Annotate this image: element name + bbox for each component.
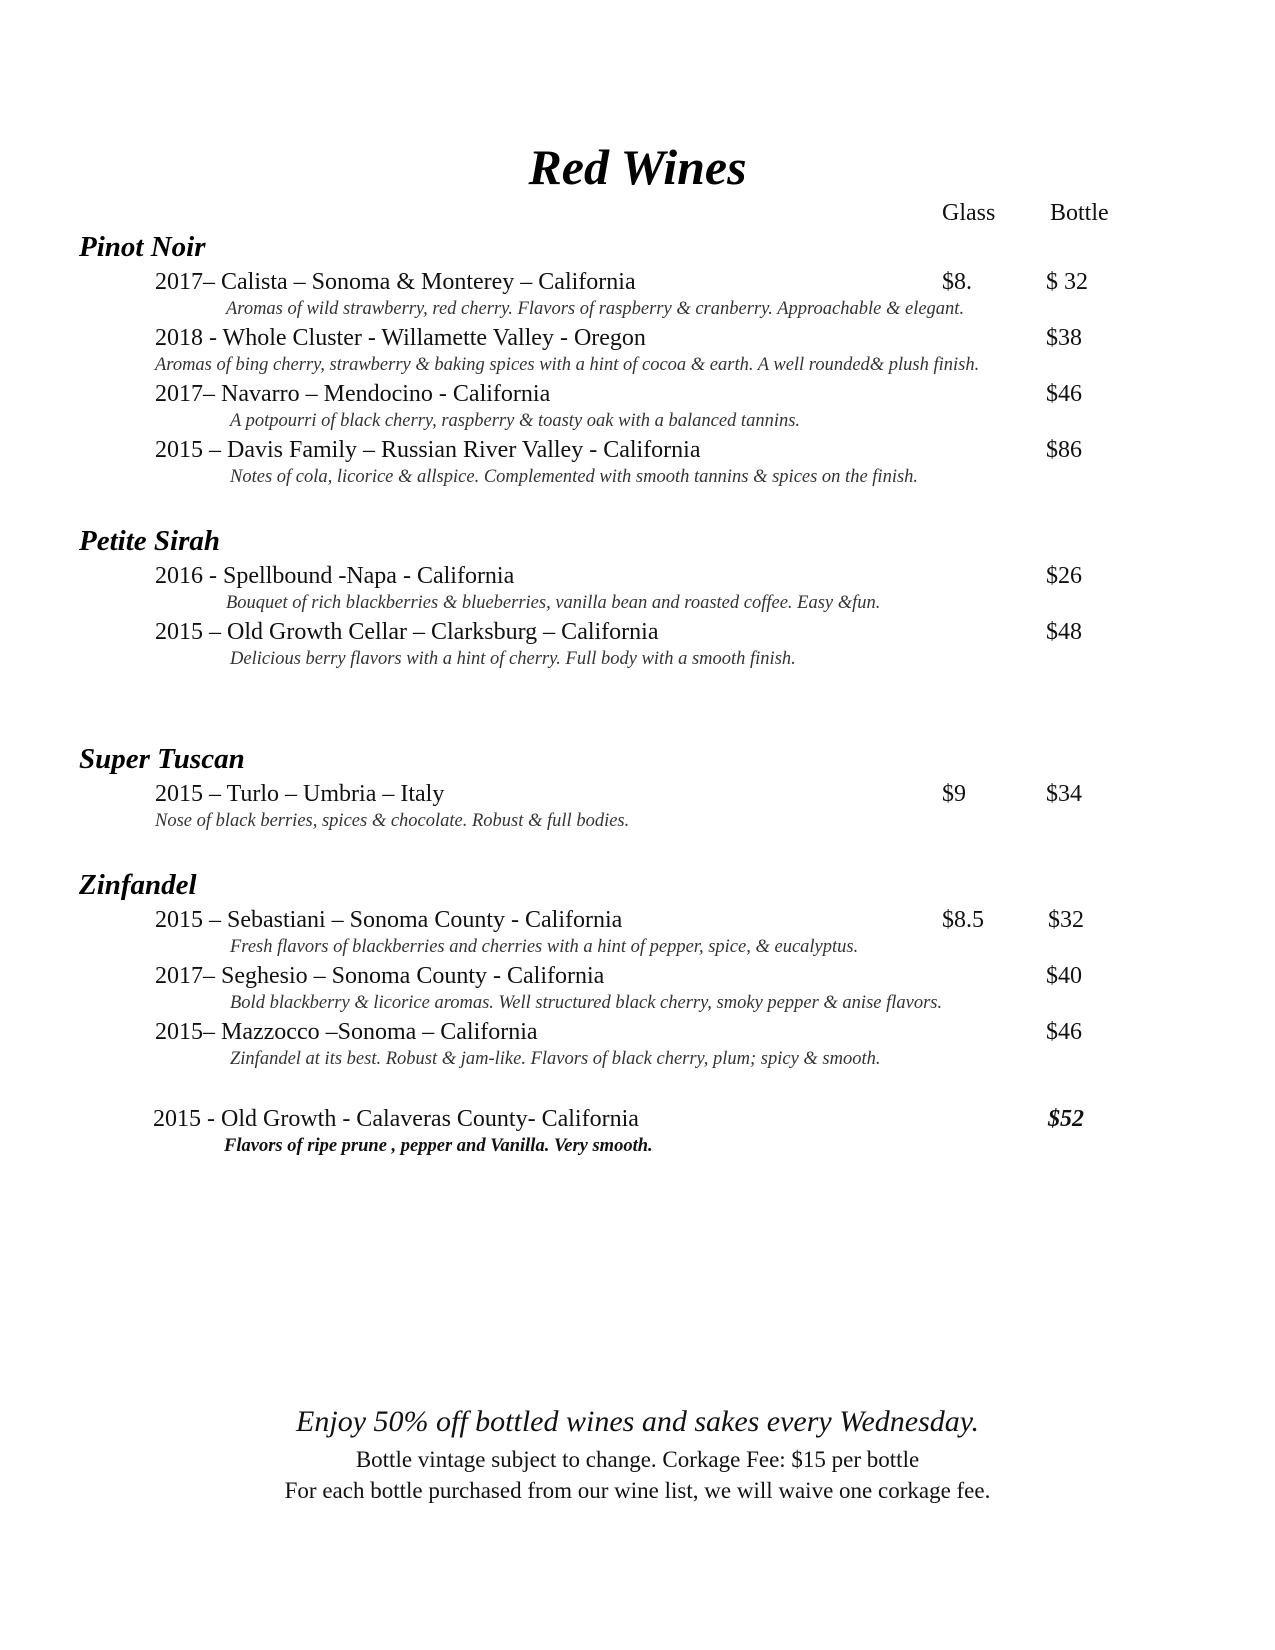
wine-name: 2016 - Spellbound -Napa - California xyxy=(155,563,515,589)
wine-description: Delicious berry flavors with a hint of cherry. Full body with a smooth finish. xyxy=(230,649,796,669)
wine-name: 2018 - Whole Cluster - Willamette Valley - Oregon xyxy=(155,325,646,351)
wine-name: 2015 – Turlo – Umbria – Italy xyxy=(155,781,445,807)
wine-name: 2015 – Davis Family – Russian River Valley - California xyxy=(155,437,701,463)
wine-bottle-price: $38 xyxy=(1046,325,1082,351)
glass-column-header: Glass xyxy=(942,200,996,226)
wine-name: 2015– Mazzocco –Sonoma – California xyxy=(155,1019,538,1045)
wine-bottle-price: $46 xyxy=(1046,381,1082,407)
wine-name: 2017– Navarro – Mendocino - California xyxy=(155,381,551,407)
wine-description: Zinfandel at its best. Robust & jam-like. Flavors of black cherry, plum; spicy & smooth. xyxy=(230,1049,881,1069)
wine-bottle-price: $52 xyxy=(1048,1106,1084,1132)
corkage-fee-note: Bottle vintage subject to change. Corkage Fee: $15 per bottle xyxy=(355,1447,920,1472)
wine-bottle-price: $46 xyxy=(1046,1019,1082,1045)
wine-bottle-price: $48 xyxy=(1046,619,1082,645)
wine-bottle-price: $40 xyxy=(1046,963,1082,989)
wine-name: 2015 - Old Growth - Calaveras County- California xyxy=(153,1106,639,1132)
wine-description: Fresh flavors of blackberries and cherries with a hint of pepper, spice, & eucalyptus. xyxy=(230,937,859,957)
section-heading-petite-sirah: Petite Sirah xyxy=(79,525,220,557)
corkage-waiver-note: For each bottle purchased from our wine list, we will waive one corkage fee. xyxy=(284,1478,991,1503)
wine-glass-price: $9 xyxy=(942,781,966,807)
wine-glass-price: $8.5 xyxy=(942,907,984,933)
wine-description: Aromas of wild strawberry, red cherry. Flavors of raspberry & cranberry. Approachable & elegant. xyxy=(226,299,965,319)
wine-bottle-price: $ 32 xyxy=(1046,269,1088,295)
page-title: Red Wines xyxy=(528,139,747,195)
wine-description: Bold blackberry & licorice aromas. Well structured black cherry, smoky pepper & anise flavors. xyxy=(230,993,943,1013)
section-heading-super-tuscan: Super Tuscan xyxy=(79,743,245,775)
wednesday-promo: Enjoy 50% off bottled wines and sakes every Wednesday. xyxy=(296,1405,979,1438)
wine-bottle-price: $86 xyxy=(1046,437,1082,463)
wine-name: 2017– Calista – Sonoma & Monterey – California xyxy=(155,269,636,295)
wine-description: Bouquet of rich blackberries & blueberries, vanilla bean and roasted coffee. Easy &fun. xyxy=(226,593,881,613)
wine-description: A potpourri of black cherry, raspberry & toasty oak with a balanced tannins. xyxy=(230,411,801,431)
bottle-column-header: Bottle xyxy=(1050,200,1109,226)
wine-name: 2017– Seghesio – Sonoma County - California xyxy=(155,963,605,989)
wine-description: Flavors of ripe prune , pepper and Vanilla. Very smooth. xyxy=(224,1136,653,1156)
wine-glass-price: $8. xyxy=(942,269,972,295)
wine-name: 2015 – Old Growth Cellar – Clarksburg – California xyxy=(155,619,659,645)
wine-bottle-price: $34 xyxy=(1046,781,1082,807)
wine-bottle-price: $26 xyxy=(1046,563,1082,589)
wine-description: Aromas of bing cherry, strawberry & baking spices with a hint of cocoa & earth. A well rounded& plush finish. xyxy=(155,355,980,375)
section-heading-zinfandel: Zinfandel xyxy=(79,869,197,901)
section-heading-pinot-noir: Pinot Noir xyxy=(79,231,206,263)
wine-description: Nose of black berries, spices & chocolate. Robust & full bodies. xyxy=(155,811,630,831)
wine-bottle-price: $32 xyxy=(1048,907,1084,933)
wine-name: 2015 – Sebastiani – Sonoma County - California xyxy=(155,907,623,933)
wine-description: Notes of cola, licorice & allspice. Complemented with smooth tannins & spices on the finish. xyxy=(230,467,919,487)
